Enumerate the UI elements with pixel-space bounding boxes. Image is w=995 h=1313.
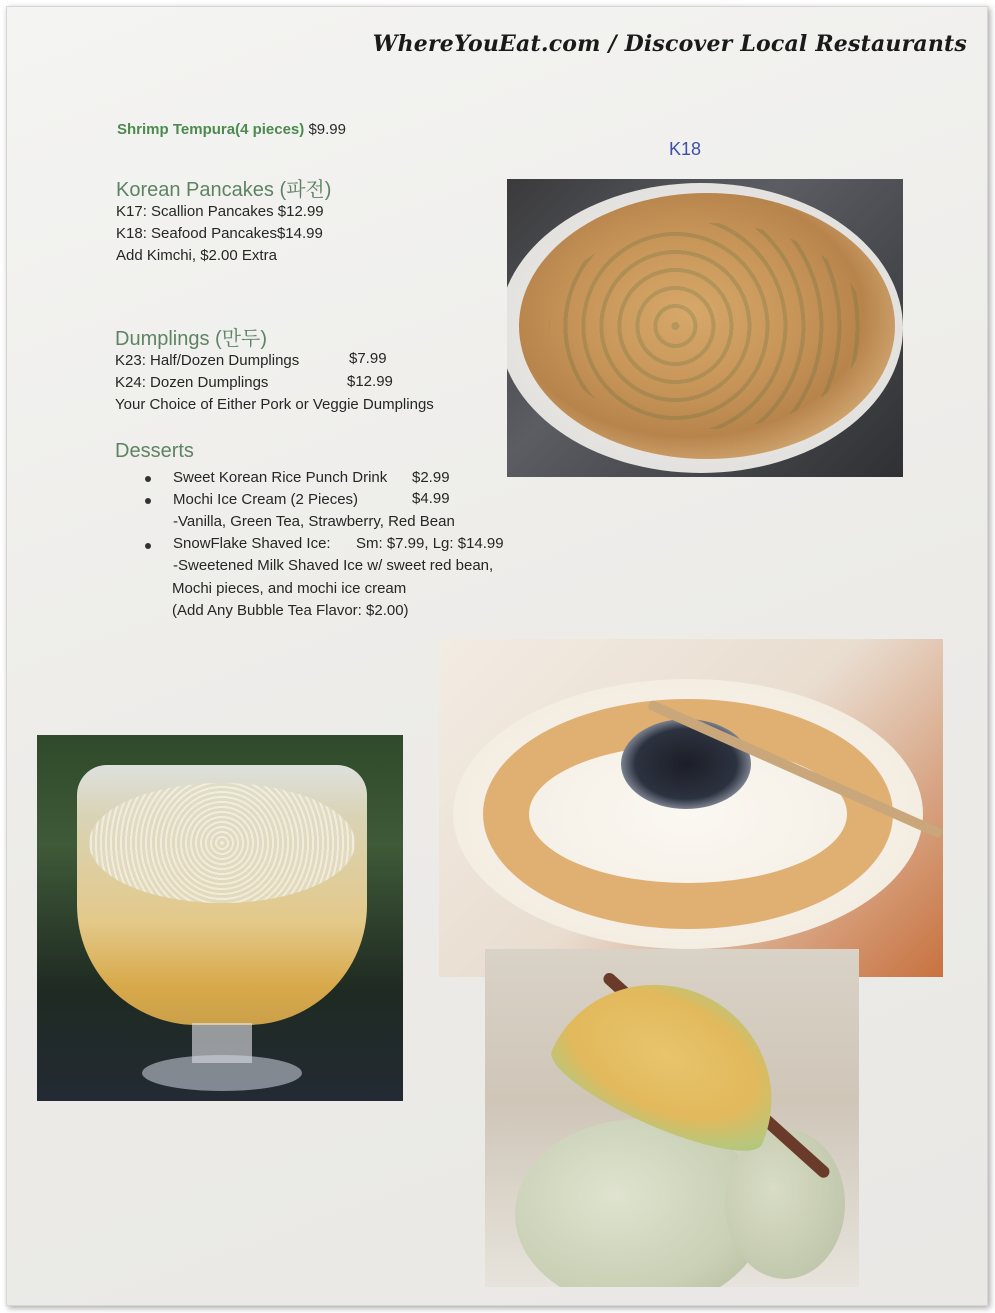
shrimp-tempura-line [117,121,346,138]
dessert-item-name: SnowFlake Shaved Ice: [173,535,331,552]
dessert-item-name: Mochi Ice Cream (2 Pieces) [173,491,359,508]
pancakes-title: Korean Pancakes (파전) [116,179,332,201]
dumpling-item-name: K24: Dozen Dumplings [115,374,269,391]
mochi-ice-cream-photo [485,949,859,1287]
pancake-item: K17: Scallion Pancakes $12.99 [116,203,324,220]
bullet-icon [145,498,151,504]
dumpling-item-price: $7.99 [349,350,387,367]
photo-label-k18: K18 [669,139,702,159]
dessert-item-price: Sm: $7.99, Lg: $14.99 [356,535,504,552]
bullet-icon [145,543,151,549]
dessert-item-name: Sweet Korean Rice Punch Drink [173,469,388,486]
shrimp-tempura-price: $9.99 [308,121,346,138]
pancake-item: K18: Seafood Pancakes$14.99 [116,225,323,242]
dumplings-photo [439,639,943,977]
dessert-item-price: $4.99 [412,490,450,507]
dumpling-choice-note: Your Choice of Either Pork or Veggie Dumplings [115,396,434,413]
bullet-icon [145,476,151,482]
dumpling-item-price: $12.99 [347,373,393,390]
dessert-item-price: $2.99 [412,469,450,486]
desserts-title: Desserts [115,440,194,462]
dessert-item-detail: (Add Any Bubble Tea Flavor: $2.00) [172,602,409,619]
dessert-item-detail: -Vanilla, Green Tea, Strawberry, Red Bean [173,513,455,530]
dessert-item-detail: Mochi pieces, and mochi ice cream [172,580,407,597]
dumpling-item-name: K23: Half/Dozen Dumplings [115,352,300,369]
dessert-item-detail: -Sweetened Milk Shaved Ice w/ sweet red bean, [173,557,494,574]
watermark: WhereYouEat.com / Discover Local Restaurants [372,31,967,57]
pancake-kimchi-note: Add Kimchi, $2.00 Extra [116,247,277,264]
menu-page [6,6,988,1306]
rice-punch-photo [37,735,403,1101]
dumplings-title: Dumplings (만두) [115,328,267,350]
shrimp-tempura-name: Shrimp Tempura(4 pieces) [117,121,305,138]
seafood-pancake-photo [507,179,903,477]
